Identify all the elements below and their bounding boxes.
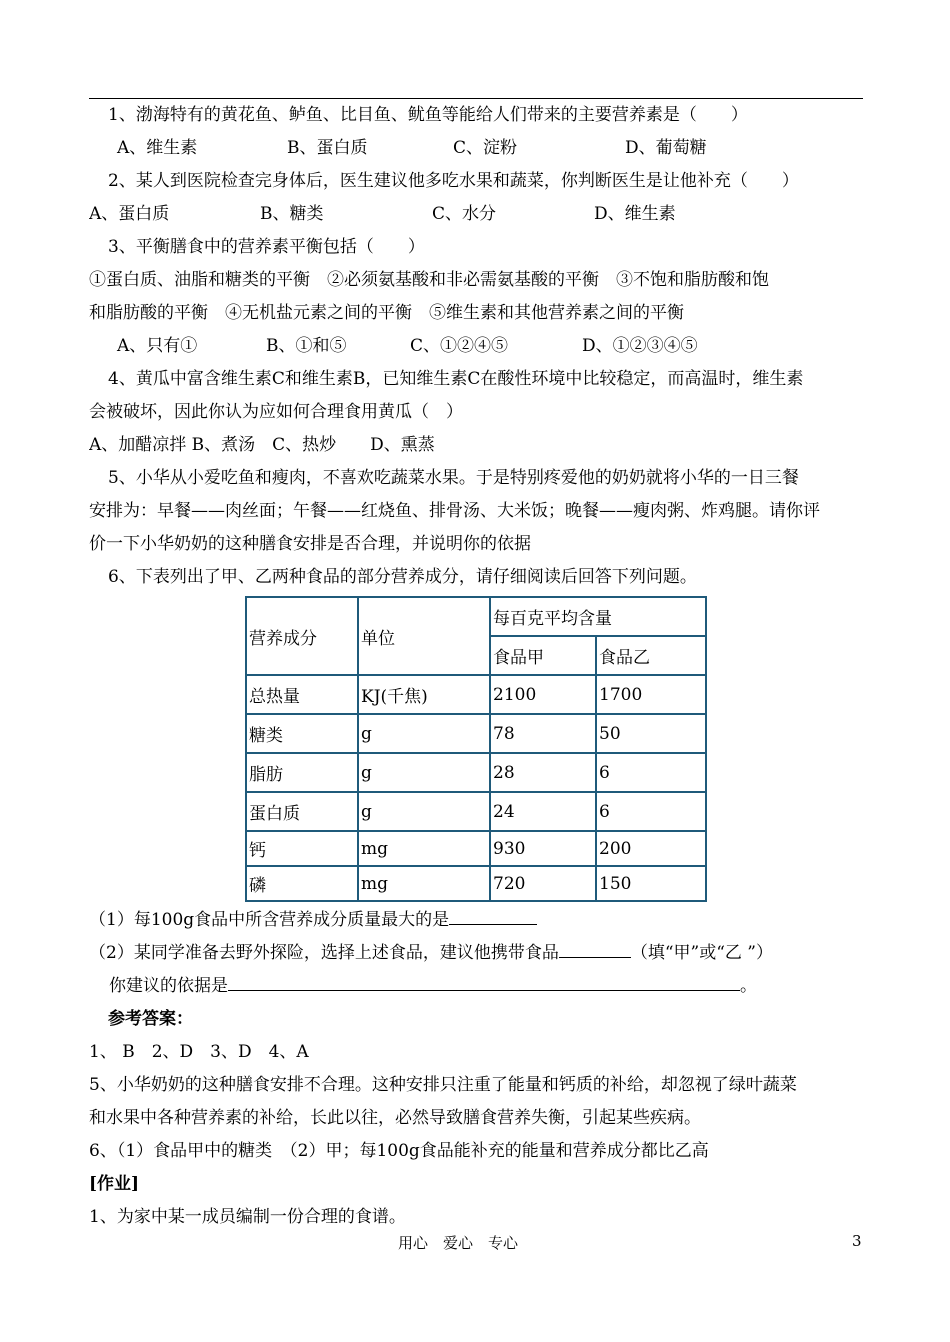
table-cell-b: 1700	[596, 675, 706, 714]
q6-sub2-text: （2）某同学准备去野外探险，选择上述食品，建议他携带食品	[89, 943, 559, 963]
table-cell-b: 150	[596, 866, 706, 901]
table-row	[246, 866, 706, 901]
table-cell-unit: mg	[358, 866, 490, 901]
table-cell-name: 磷	[246, 866, 358, 901]
table-row	[246, 831, 706, 866]
header-food-a: 食品甲	[490, 636, 596, 675]
page-number: 3	[852, 1232, 862, 1250]
homework-title: [作业]	[89, 1174, 140, 1194]
q1-option-a: A、维生素	[117, 138, 198, 158]
q1-option-b: B、蛋白质	[287, 138, 368, 158]
q3-line2: 和脂肪酸的平衡 ④无机盐元素之间的平衡 ⑤维生素和其他营养素之间的平衡	[89, 303, 684, 323]
q6-sub2-hint: （填“甲”或“乙 ”）	[630, 943, 773, 963]
q2-option-d: D、维生素	[594, 204, 676, 224]
q5-line1: 5、小华从小爱吃鱼和瘦肉，不喜欢吃蔬菜水果。于是特别疼爱他的奶奶就将小华的一日三餐	[108, 468, 799, 488]
answers-line2: 5、小华奶奶的这种膳食安排不合理。这种安排只注重了能量和钙质的补给，却忽视了绿叶蔬菜	[89, 1075, 797, 1095]
answers-title: 参考答案：	[108, 1009, 193, 1029]
header-avg-content: 每百克平均含量	[490, 597, 706, 636]
q2-options	[89, 198, 863, 231]
q6-reason-label: 你建议的依据是	[109, 976, 228, 996]
q6-sub1-blank[interactable]	[449, 906, 537, 925]
q6-stem: 6、下表列出了甲、乙两种食品的部分营养成分，请仔细阅读后回答下列问题。	[108, 567, 697, 587]
document-body	[89, 98, 863, 1234]
q3-option-a: A、只有①	[117, 336, 198, 356]
q4-line2: 会被破坏，因此你认为应如何合理食用黄瓜（ ）	[89, 402, 463, 422]
q6-reason-end: 。	[740, 976, 757, 996]
q1-option-d: D、葡萄糖	[625, 138, 707, 158]
table-cell-unit: KJ(千焦)	[358, 675, 490, 714]
table-cell-a: 720	[490, 866, 596, 901]
q6-sub2-reason	[89, 970, 863, 1003]
q4-line1: 4、黄瓜中富含维生素C和维生素B，已知维生素C在酸性环境中比较稳定，而高温时，维生素	[108, 369, 804, 389]
q3-stem: 3、平衡膳食中的营养素平衡包括（ ）	[108, 237, 425, 257]
q1-options	[89, 132, 863, 165]
table-cell-unit: g	[358, 753, 490, 792]
table-cell-name: 脂肪	[246, 753, 358, 792]
table-cell-b: 6	[596, 753, 706, 792]
q6-reason-blank[interactable]	[228, 972, 740, 991]
header-nutrient: 营养成分	[246, 597, 358, 675]
q2-option-b: B、糖类	[260, 204, 324, 224]
table-row	[246, 714, 706, 753]
q6-sub2	[89, 937, 863, 970]
q2-option-a: A、蛋白质	[89, 204, 170, 224]
q6-sub2-blank[interactable]	[559, 939, 631, 958]
table-cell-a: 2100	[490, 675, 596, 714]
q3-line1: ①蛋白质、油脂和糖类的平衡 ②必须氨基酸和非必需氨基酸的平衡 ③不饱和脂肪酸和饱	[89, 270, 769, 290]
q1-option-c: C、淀粉	[453, 138, 518, 158]
header-food-b: 食品乙	[596, 636, 706, 675]
q2-option-c: C、水分	[432, 204, 497, 224]
q2-stem: 2、某人到医院检查完身体后，医生建议他多吃水果和蔬菜，你判断医生是让他补充（ ）	[108, 171, 799, 191]
table-cell-a: 930	[490, 831, 596, 866]
q1-stem: 1、渤海特有的黄花鱼、鲈鱼、比目鱼、鱿鱼等能给人们带来的主要营养素是（ ）	[108, 105, 748, 125]
table-cell-unit: g	[358, 714, 490, 753]
table-cell-b: 50	[596, 714, 706, 753]
q3-options	[89, 330, 863, 363]
q6-sub1-text: （1）每100g食品中所含营养成分质量最大的是	[89, 910, 450, 930]
footer-slogan: 用心 爱心 专心	[398, 1234, 519, 1252]
table-cell-name: 蛋白质	[246, 792, 358, 831]
answers-line3: 和水果中各种营养素的补给，长此以往，必然导致膳食营养失衡，引起某些疾病。	[89, 1108, 701, 1128]
table-cell-a: 78	[490, 714, 596, 753]
table-row	[246, 675, 706, 714]
table-cell-name: 总热量	[246, 675, 358, 714]
table-cell-a: 28	[490, 753, 596, 792]
table-cell-b: 200	[596, 831, 706, 866]
answers-line4: 6、（1）食品甲中的糖类 （2）甲；每100g食品能补充的能量和营养成分都比乙高	[89, 1141, 709, 1161]
q6-sub1	[89, 904, 863, 937]
table-cell-name: 钙	[246, 831, 358, 866]
table-cell-b: 6	[596, 792, 706, 831]
table-cell-a: 24	[490, 792, 596, 831]
q5-line3: 价一下小华奶奶的这种膳食安排是否合理，并说明你的依据	[89, 534, 531, 554]
table-cell-unit: g	[358, 792, 490, 831]
header-unit: 单位	[358, 597, 490, 675]
q3-option-b: B、①和⑤	[266, 336, 347, 356]
q4-options: A、加醋凉拌 B、煮汤 C、热炒 D、熏蒸	[89, 435, 435, 455]
nutrition-table	[245, 596, 707, 902]
table-cell-unit: mg	[358, 831, 490, 866]
table-row	[246, 792, 706, 831]
homework-item1: 1、为家中某一成员编制一份合理的食谱。	[89, 1207, 406, 1227]
q3-option-d: D、①②③④⑤	[582, 336, 698, 356]
table-row	[246, 753, 706, 792]
table-cell-name: 糖类	[246, 714, 358, 753]
q5-line2: 安排为：早餐——肉丝面；午餐——红烧鱼、排骨汤、大米饭；晚餐——瘦肉粥、炸鸡腿。请你评	[89, 501, 820, 521]
table-header-row	[246, 597, 706, 636]
answers-line1: 1、 B 2、D 3、D 4、A	[89, 1042, 309, 1062]
q3-option-c: C、①②④⑤	[410, 336, 509, 356]
